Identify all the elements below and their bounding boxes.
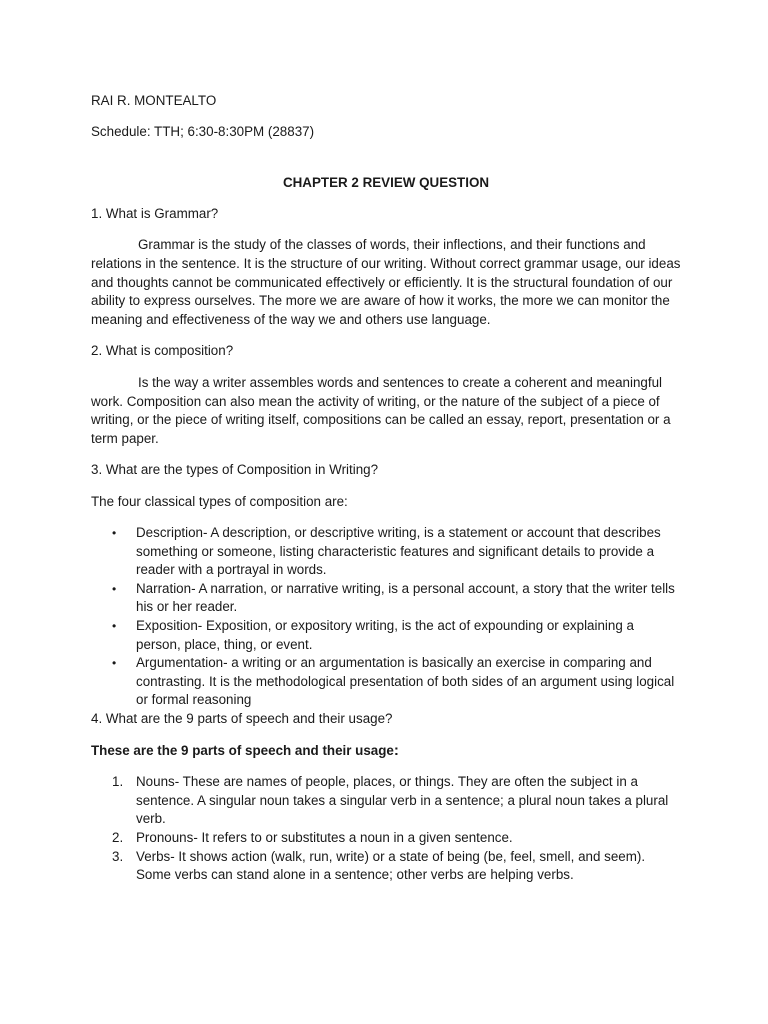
composition-types-list bbox=[91, 524, 681, 710]
parts-of-speech-intro-colon: : bbox=[393, 741, 399, 759]
list-item bbox=[91, 524, 681, 580]
list-item bbox=[91, 829, 681, 848]
bullet-icon: • bbox=[112, 526, 117, 540]
question-3: 3. What are the types of Composition in Writing? bbox=[91, 462, 379, 478]
list-number: 2. bbox=[112, 829, 124, 845]
list-item bbox=[91, 848, 681, 885]
question-4: 4. What are the 9 parts of speech and their usage? bbox=[91, 710, 393, 726]
list-number: 3. bbox=[112, 848, 124, 864]
composition-types-intro: The four classical types of composition are: bbox=[91, 493, 348, 509]
question-1: 1. What is Grammar? bbox=[91, 205, 219, 221]
list-number: 1. bbox=[112, 774, 124, 790]
bullet-icon: • bbox=[112, 581, 117, 596]
list-item-text: Pronouns- It refers to or substitutes a noun in a given sentence. bbox=[136, 829, 513, 845]
list-item bbox=[91, 617, 681, 654]
list-item bbox=[91, 654, 681, 710]
document-title: CHAPTER 2 REVIEW QUESTION bbox=[282, 174, 490, 190]
list-item-text: Argumentation- a writing or an argumentation is basically an exercise in comparing and contrasting. It is the methodological presentation of both sides of an argument using logical or formal reasoning bbox=[136, 655, 675, 708]
author-name: RAI R. MONTEALTO bbox=[91, 93, 217, 108]
list-item-text: Exposition- Exposition, or expository writing, is the act of expounding or explaining a person, place, thing, or event. bbox=[136, 617, 634, 652]
bullet-icon: • bbox=[112, 656, 117, 671]
question-2: 2. What is composition? bbox=[91, 343, 234, 359]
list-item-text: Verbs- It shows action (walk, run, write) or a state of being (be, feel, smell, and seem). Some verbs can stand alone in a sentence; other verbs are helping verbs. bbox=[136, 848, 646, 883]
list-item-text: Nouns- These are names of people, places, or things. They are often the subject in a sentence. A singular noun takes a singular verb in a sentence; a plural noun takes a plural verb. bbox=[136, 774, 669, 827]
parts-of-speech-intro-text: These are the 9 parts of speech and their usage bbox=[91, 742, 394, 758]
list-item-text: Narration- A narration, or narrative writing, is a personal account, a story that the writer tells his or her reader. bbox=[136, 580, 675, 615]
list-item bbox=[91, 580, 681, 617]
list-item-text: Description- A description, or descriptive writing, is a statement or account that describes something or someone, listing characteristic features and significant details to provide a reader with a portrayal in words. bbox=[136, 525, 661, 578]
document-page bbox=[91, 92, 681, 885]
schedule-line: Schedule: TTH; 6:30-8:30PM (28837) bbox=[91, 124, 315, 140]
bullet-icon: • bbox=[112, 618, 117, 633]
parts-of-speech-list bbox=[91, 773, 681, 885]
answer-2: Is the way a writer assembles words and sentences to create a coherent and meaningful work. Composition can also mean the activity of writing, or the nature of the subject of a piece of writing, or the piece of writing itself, compositions can be called an essay, report, presentation or a term paper. bbox=[91, 374, 671, 446]
list-item bbox=[91, 773, 681, 829]
parts-of-speech-intro bbox=[91, 742, 681, 761]
answer-1: Grammar is the study of the classes of words, their inflections, and their functions and relations in the sentence. It is the structure of our writing. Without correct grammar usage, our ideas and thoughts cannot be communicated effectively or efficiently. It is the structural foundation of our ability to express ourselves. The more we are aware of how it works, the more we can monitor the meaning and effectiveness of the way we and others use language. bbox=[91, 237, 681, 327]
